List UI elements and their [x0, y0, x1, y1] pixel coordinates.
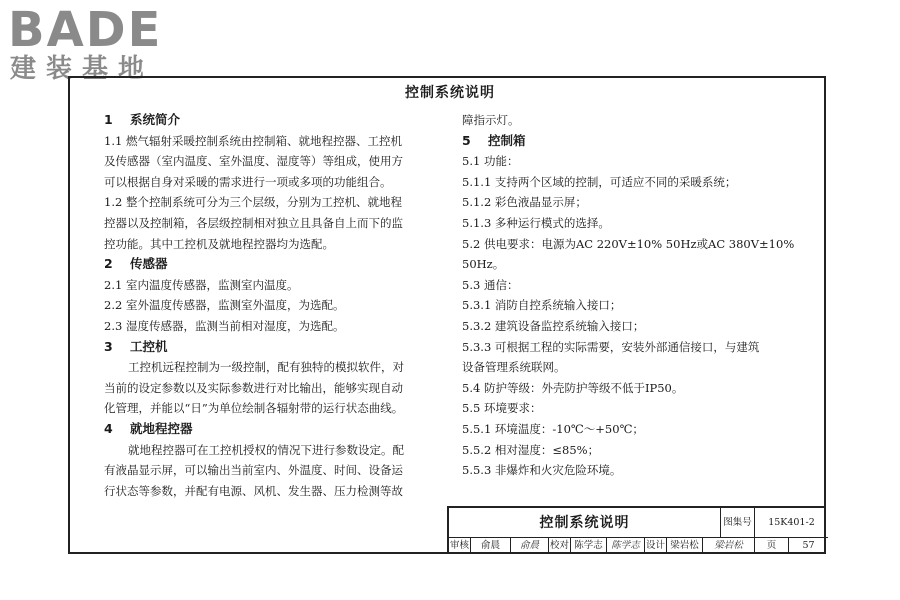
- body-text-line: 5.1 功能：: [462, 154, 519, 169]
- body-text-line: 5.3.1 消防自控系统输入接口；: [462, 298, 622, 313]
- body-text-line: 2.2 室外温度传感器，监测室外温度，为选配。: [104, 298, 345, 313]
- bade-logo: [8, 2, 178, 84]
- body-text-line: 5.3.2 建筑设备监控系统输入接口；: [462, 318, 645, 333]
- body-text-line: 有液晶显示屏，可以输出当前室内、外温度、时间、设备运: [104, 463, 403, 478]
- section-heading-text: 传感器: [130, 256, 168, 272]
- design-name: 梁岩松: [667, 538, 703, 554]
- body-text-line: 工控机远程控制为一级控制，配有独特的模拟软件，对: [128, 360, 404, 375]
- review-signature: 俞晨: [511, 538, 549, 554]
- body-text-line: 1.1 燃气辐射采暖控制系统由控制箱、就地程控器、工控机: [104, 133, 402, 148]
- body-text-line: 5.4 防护等级：外壳防护等级不低于IP50。: [462, 380, 684, 395]
- section-heading: [104, 254, 424, 275]
- atlas-number-label: 图集号: [721, 508, 755, 538]
- page-number: 57: [802, 540, 815, 551]
- section-heading: [462, 131, 792, 152]
- section-number: 3: [104, 338, 113, 354]
- check-label: 校对: [549, 538, 571, 554]
- title-block: [447, 506, 826, 554]
- body-text-line: 50Hz。: [462, 257, 505, 272]
- body-text-line: 当前的设定参数以及实际参数进行对比输出，能够实现自动: [104, 380, 403, 395]
- design-label: 设计: [645, 538, 667, 554]
- body-text-line: 5.2 供电要求：电源为AC 220V±10% 50Hz或AC 380V±10%: [462, 236, 795, 251]
- logo-brand: BADE: [8, 2, 163, 58]
- atlas-number: 15K401-2: [755, 508, 828, 538]
- section-heading: [104, 337, 424, 358]
- section-number: 4: [104, 420, 113, 436]
- body-text-line: 2.3 湿度传感器，监测当前相对湿度，为选配。: [104, 318, 345, 333]
- body-text-line: 5.5.2 相对湿度：≤85%；: [462, 442, 600, 457]
- section-heading-text: 工控机: [130, 338, 168, 354]
- body-text-line: 5.1.3 多种运行模式的选择。: [462, 215, 610, 230]
- section-heading-text: 系统简介: [130, 112, 181, 127]
- body-text-line: 就地程控器可在工控机授权的情况下进行参数设定。配: [128, 442, 404, 457]
- review-label: 审核: [449, 538, 471, 554]
- body-text-line: 设备管理系统联网。: [462, 360, 566, 375]
- body-text-line: 障指示灯。: [462, 113, 520, 127]
- body-text-line: 5.5 环境要求：: [462, 401, 542, 416]
- page-label: 页: [755, 538, 789, 554]
- review-name: 俞晨: [471, 538, 511, 554]
- body-text-line: 5.5.1 环境温度：-10℃～+50℃；: [462, 421, 644, 436]
- body-text-line: 化管理，并能以“日”为单位绘制各辐射带的运行状态曲线。: [104, 401, 404, 416]
- body-text-line: 控器以及控制箱，各层级控制相对独立且具备自上而下的监: [104, 215, 403, 230]
- body-text-line: 5.5.3 非爆炸和火灾危险环境。: [462, 463, 622, 478]
- body-text-line: 5.3.3 可根据工程的实际需要，安装外部通信接口，与建筑: [462, 339, 760, 354]
- section-heading-text: 控制箱: [488, 132, 526, 148]
- body-text-line: 2.1 室内温度传感器，监测室内温度。: [104, 277, 299, 292]
- body-text-line: 5.1.2 彩色液晶显示屏；: [462, 195, 587, 210]
- document-title: 控制系统说明: [405, 85, 495, 101]
- body-text-line: 5.1.1 支持两个区域的控制，可适应不同的采暖系统；: [462, 174, 737, 189]
- design-signature: 梁岩松: [703, 538, 755, 554]
- body-text-line: 1.2 整个控制系统可分为三个层级，分别为工控机、就地程: [104, 195, 402, 210]
- check-signature: 陈学志: [607, 538, 645, 554]
- section-heading: [104, 110, 424, 131]
- title-block-title: 控制系统说明: [449, 508, 721, 538]
- body-text-line: 及传感器（室内温度、室外温度、湿度等）等组成，使用方: [104, 154, 403, 169]
- logo-subtitle: 建装基地: [10, 54, 155, 84]
- section-heading: [104, 419, 424, 440]
- section-number: 2: [104, 256, 113, 272]
- section-number: 5: [462, 132, 471, 148]
- check-name: 陈学志: [571, 538, 607, 554]
- body-text-line: 控功能。其中工控机及就地程控器均为选配。: [104, 236, 334, 251]
- body-text-line: 5.3 通信：: [462, 277, 519, 292]
- body-text-line: 可以根据自身对采暖的需求进行一项或多项的功能组合。: [104, 174, 392, 189]
- right-text-column: [462, 110, 795, 481]
- section-number: 1: [104, 112, 113, 127]
- body-text-line: 行状态等参数，并配有电源、风机、发生器、压力检测等故: [104, 483, 403, 498]
- left-text-column: [104, 110, 424, 501]
- section-heading-text: 就地程控器: [130, 420, 193, 436]
